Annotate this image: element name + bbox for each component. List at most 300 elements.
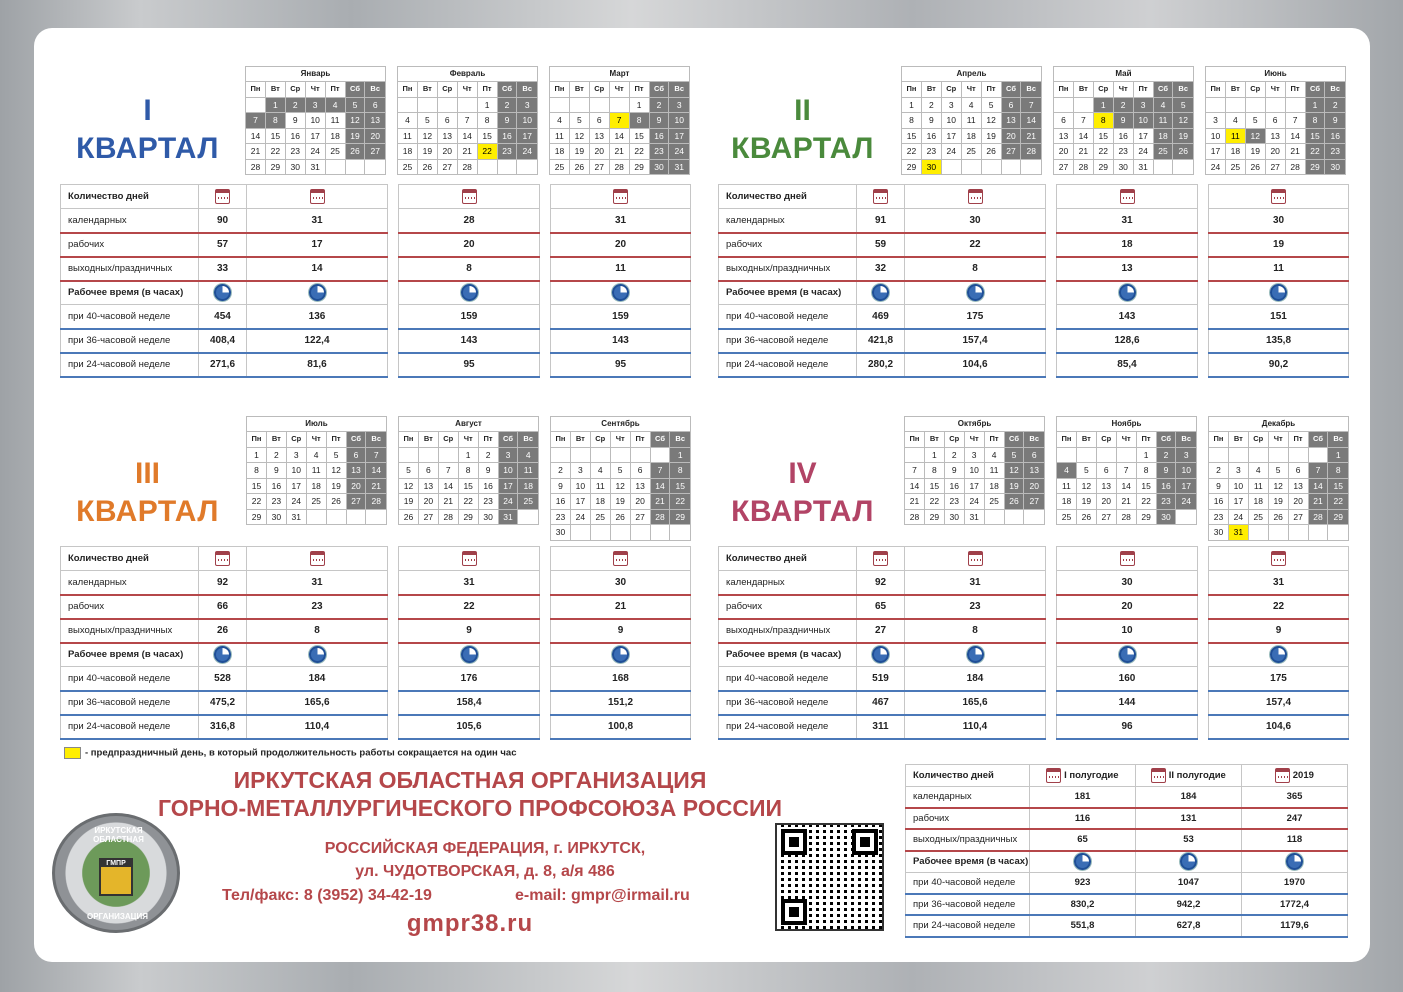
calendar-day[interactable]: 31 xyxy=(964,509,984,525)
calendar-day[interactable]: 25 xyxy=(518,494,539,510)
calendar-day[interactable]: 15 xyxy=(670,478,691,494)
calendar-day[interactable]: 10 xyxy=(286,463,306,479)
calendar-day[interactable]: 20 xyxy=(1001,128,1021,144)
calendar-day[interactable]: 29 xyxy=(458,509,478,525)
calendar-day[interactable]: 6 xyxy=(630,463,650,479)
calendar-day[interactable]: 12 xyxy=(1004,463,1024,479)
calendar-day[interactable]: 1 xyxy=(477,97,497,113)
calendar-day[interactable]: 9 xyxy=(497,113,517,129)
calendar-day[interactable]: 1 xyxy=(629,97,649,113)
calendar-day[interactable]: 16 xyxy=(1113,128,1133,144)
calendar-day[interactable]: 15 xyxy=(1305,128,1325,144)
calendar-day[interactable]: 4 xyxy=(1153,97,1173,113)
calendar-day[interactable]: 26 xyxy=(1004,494,1024,510)
calendar-day[interactable]: 24 xyxy=(669,144,690,160)
calendar-day[interactable]: 25 xyxy=(325,144,345,160)
calendar-day[interactable]: 9 xyxy=(266,463,286,479)
calendar-day[interactable]: 8 xyxy=(1093,113,1113,129)
calendar-day[interactable]: 17 xyxy=(498,478,518,494)
calendar-day[interactable]: 19 xyxy=(981,128,1001,144)
calendar-day[interactable]: 12 xyxy=(345,113,365,129)
calendar-day[interactable]: 1 xyxy=(1093,97,1113,113)
calendar-day[interactable]: 9 xyxy=(1113,113,1133,129)
calendar-day[interactable]: 11 xyxy=(550,128,570,144)
calendar-day[interactable]: 11 xyxy=(398,128,418,144)
calendar-day[interactable]: 3 xyxy=(498,447,518,463)
calendar-day[interactable]: 29 xyxy=(924,509,944,525)
calendar-day[interactable]: 3 xyxy=(1206,113,1226,129)
calendar-day[interactable]: 10 xyxy=(517,113,538,129)
calendar-day[interactable]: 6 xyxy=(589,113,609,129)
calendar-day[interactable]: 10 xyxy=(1228,478,1248,494)
calendar-day[interactable]: 1 xyxy=(670,447,691,463)
calendar-day[interactable]: 28 xyxy=(457,159,477,175)
calendar-day[interactable]: 22 xyxy=(477,144,497,160)
calendar-day[interactable]: 12 xyxy=(417,128,437,144)
calendar-day[interactable]: 10 xyxy=(941,113,961,129)
calendar-day[interactable]: 24 xyxy=(517,144,538,160)
calendar-day[interactable]: 18 xyxy=(984,478,1004,494)
calendar-day[interactable]: 5 xyxy=(326,447,346,463)
calendar-day[interactable]: 8 xyxy=(924,463,944,479)
calendar-day[interactable]: 1 xyxy=(924,447,944,463)
calendar-day[interactable]: 23 xyxy=(1156,494,1176,510)
calendar-day[interactable]: 11 xyxy=(325,113,345,129)
calendar-day[interactable]: 30 xyxy=(551,525,571,541)
calendar-day[interactable]: 5 xyxy=(417,113,437,129)
calendar-day[interactable]: 15 xyxy=(1328,478,1349,494)
calendar-day[interactable]: 12 xyxy=(1268,478,1288,494)
calendar-day[interactable]: 26 xyxy=(981,144,1001,160)
calendar-day[interactable]: 21 xyxy=(1021,128,1042,144)
calendar-day[interactable]: 6 xyxy=(346,447,366,463)
calendar-day[interactable]: 19 xyxy=(1076,494,1096,510)
calendar-day[interactable]: 16 xyxy=(1325,128,1346,144)
calendar-day[interactable]: 24 xyxy=(964,494,984,510)
calendar-day[interactable]: 20 xyxy=(1054,144,1074,160)
calendar-day[interactable]: 1 xyxy=(247,447,267,463)
calendar-day[interactable]: 5 xyxy=(1004,447,1024,463)
calendar-day[interactable]: 16 xyxy=(649,128,669,144)
calendar-day[interactable]: 20 xyxy=(1096,494,1116,510)
calendar-day[interactable]: 13 xyxy=(630,478,650,494)
calendar-day[interactable]: 3 xyxy=(570,463,590,479)
calendar-day[interactable]: 2 xyxy=(1113,97,1133,113)
calendar-day[interactable]: 13 xyxy=(1288,478,1308,494)
calendar-day[interactable]: 14 xyxy=(366,463,387,479)
calendar-day[interactable]: 11 xyxy=(1225,128,1245,144)
calendar-day[interactable]: 5 xyxy=(610,463,630,479)
calendar-day[interactable]: 2 xyxy=(921,97,941,113)
calendar-day[interactable]: 17 xyxy=(517,128,538,144)
calendar-day[interactable]: 2 xyxy=(1325,97,1346,113)
calendar-day[interactable]: 7 xyxy=(366,447,387,463)
calendar-day[interactable]: 19 xyxy=(1268,494,1288,510)
calendar-day[interactable]: 10 xyxy=(1176,463,1197,479)
calendar-day[interactable]: 9 xyxy=(921,113,941,129)
calendar-day[interactable]: 7 xyxy=(438,463,458,479)
calendar-day[interactable]: 21 xyxy=(457,144,477,160)
calendar-day[interactable]: 25 xyxy=(1057,509,1077,525)
calendar-day[interactable]: 21 xyxy=(905,494,925,510)
calendar-day[interactable]: 24 xyxy=(941,144,961,160)
calendar-day[interactable]: 25 xyxy=(550,159,570,175)
calendar-day[interactable]: 3 xyxy=(964,447,984,463)
calendar-day[interactable]: 24 xyxy=(286,494,306,510)
calendar-day[interactable]: 1 xyxy=(902,97,922,113)
calendar-day[interactable]: 17 xyxy=(305,128,325,144)
calendar-day[interactable]: 30 xyxy=(921,159,941,175)
calendar-day[interactable]: 10 xyxy=(964,463,984,479)
calendar-day[interactable]: 14 xyxy=(650,478,670,494)
calendar-day[interactable]: 27 xyxy=(437,159,457,175)
calendar-day[interactable]: 22 xyxy=(1305,144,1325,160)
calendar-day[interactable]: 26 xyxy=(1245,159,1265,175)
calendar-day[interactable]: 14 xyxy=(1308,478,1328,494)
calendar-day[interactable]: 27 xyxy=(1001,144,1021,160)
calendar-day[interactable]: 7 xyxy=(609,113,629,129)
calendar-day[interactable]: 4 xyxy=(518,447,539,463)
calendar-day[interactable]: 4 xyxy=(306,447,326,463)
calendar-day[interactable]: 11 xyxy=(518,463,539,479)
calendar-day[interactable]: 6 xyxy=(1288,463,1308,479)
calendar-day[interactable]: 22 xyxy=(1136,494,1156,510)
calendar-day[interactable]: 26 xyxy=(610,509,630,525)
calendar-day[interactable]: 21 xyxy=(1073,144,1093,160)
calendar-day[interactable]: 18 xyxy=(398,144,418,160)
calendar-day[interactable]: 26 xyxy=(1268,509,1288,525)
calendar-day[interactable]: 8 xyxy=(1305,113,1325,129)
calendar-day[interactable]: 23 xyxy=(551,509,571,525)
calendar-day[interactable]: 12 xyxy=(610,478,630,494)
calendar-day[interactable]: 19 xyxy=(345,128,365,144)
calendar-day[interactable]: 23 xyxy=(921,144,941,160)
calendar-day[interactable]: 23 xyxy=(266,494,286,510)
calendar-day[interactable]: 8 xyxy=(265,113,285,129)
calendar-day[interactable]: 7 xyxy=(905,463,925,479)
calendar-day[interactable]: 18 xyxy=(325,128,345,144)
calendar-day[interactable]: 12 xyxy=(399,478,419,494)
calendar-day[interactable]: 6 xyxy=(1054,113,1074,129)
calendar-day[interactable]: 29 xyxy=(1305,159,1325,175)
calendar-day[interactable]: 12 xyxy=(1173,113,1194,129)
calendar-day[interactable]: 12 xyxy=(326,463,346,479)
calendar-day[interactable]: 2 xyxy=(1209,463,1229,479)
calendar-day[interactable]: 28 xyxy=(246,159,266,175)
calendar-day[interactable]: 10 xyxy=(305,113,325,129)
calendar-day[interactable]: 27 xyxy=(1265,159,1285,175)
calendar-day[interactable]: 29 xyxy=(1093,159,1113,175)
calendar-day[interactable]: 30 xyxy=(285,159,305,175)
calendar-day[interactable]: 10 xyxy=(570,478,590,494)
calendar-day[interactable]: 20 xyxy=(589,144,609,160)
calendar-day[interactable]: 24 xyxy=(1176,494,1197,510)
calendar-day[interactable]: 3 xyxy=(286,447,306,463)
calendar-day[interactable]: 23 xyxy=(497,144,517,160)
calendar-day[interactable]: 5 xyxy=(569,113,589,129)
calendar-day[interactable]: 14 xyxy=(609,128,629,144)
calendar-day[interactable]: 31 xyxy=(1228,525,1248,541)
calendar-day[interactable]: 17 xyxy=(1206,144,1226,160)
calendar-day[interactable]: 27 xyxy=(346,494,366,510)
calendar-day[interactable]: 17 xyxy=(1176,478,1197,494)
calendar-day[interactable]: 17 xyxy=(1133,128,1153,144)
calendar-day[interactable]: 26 xyxy=(1076,509,1096,525)
calendar-day[interactable]: 16 xyxy=(944,478,964,494)
calendar-day[interactable]: 29 xyxy=(265,159,285,175)
calendar-day[interactable]: 21 xyxy=(1285,144,1305,160)
calendar-day[interactable]: 24 xyxy=(498,494,518,510)
calendar-day[interactable]: 20 xyxy=(437,144,457,160)
calendar-day[interactable]: 7 xyxy=(1073,113,1093,129)
calendar-day[interactable]: 15 xyxy=(477,128,497,144)
calendar-day[interactable]: 20 xyxy=(1265,144,1285,160)
calendar-day[interactable]: 16 xyxy=(1156,478,1176,494)
calendar-day[interactable]: 30 xyxy=(944,509,964,525)
calendar-day[interactable]: 29 xyxy=(1328,509,1349,525)
calendar-day[interactable]: 25 xyxy=(1153,144,1173,160)
calendar-day[interactable]: 31 xyxy=(669,159,690,175)
calendar-day[interactable]: 26 xyxy=(326,494,346,510)
calendar-day[interactable]: 15 xyxy=(1136,478,1156,494)
calendar-day[interactable]: 12 xyxy=(1245,128,1265,144)
calendar-day[interactable]: 20 xyxy=(1288,494,1308,510)
calendar-day[interactable]: 18 xyxy=(1153,128,1173,144)
calendar-day[interactable]: 1 xyxy=(1136,447,1156,463)
calendar-day[interactable]: 14 xyxy=(1073,128,1093,144)
calendar-day[interactable]: 8 xyxy=(629,113,649,129)
calendar-day[interactable]: 13 xyxy=(346,463,366,479)
calendar-day[interactable]: 5 xyxy=(345,97,365,113)
calendar-day[interactable]: 9 xyxy=(551,478,571,494)
calendar-day[interactable]: 14 xyxy=(1285,128,1305,144)
calendar-day[interactable]: 18 xyxy=(306,478,326,494)
calendar-day[interactable]: 22 xyxy=(458,494,478,510)
calendar-day[interactable]: 7 xyxy=(246,113,266,129)
calendar-day[interactable]: 3 xyxy=(669,97,690,113)
calendar-day[interactable]: 8 xyxy=(1328,463,1349,479)
calendar-day[interactable]: 4 xyxy=(1225,113,1245,129)
calendar-day[interactable]: 9 xyxy=(1156,463,1176,479)
calendar-day[interactable]: 27 xyxy=(1054,159,1074,175)
calendar-day[interactable]: 9 xyxy=(1209,478,1229,494)
calendar-day[interactable]: 4 xyxy=(590,463,610,479)
calendar-day[interactable]: 26 xyxy=(345,144,365,160)
calendar-day[interactable]: 8 xyxy=(458,463,478,479)
calendar-day[interactable]: 30 xyxy=(1325,159,1346,175)
calendar-day[interactable]: 11 xyxy=(1153,113,1173,129)
calendar-day[interactable]: 10 xyxy=(1206,128,1226,144)
calendar-day[interactable]: 28 xyxy=(1308,509,1328,525)
calendar-day[interactable]: 5 xyxy=(1268,463,1288,479)
calendar-day[interactable]: 18 xyxy=(1225,144,1245,160)
org-site[interactable]: gmpr38.ru xyxy=(406,910,534,937)
calendar-day[interactable]: 9 xyxy=(649,113,669,129)
calendar-day[interactable]: 30 xyxy=(649,159,669,175)
calendar-day[interactable]: 6 xyxy=(1024,447,1045,463)
calendar-day[interactable]: 1 xyxy=(1328,447,1349,463)
calendar-day[interactable]: 7 xyxy=(1285,113,1305,129)
calendar-day[interactable]: 8 xyxy=(902,113,922,129)
calendar-day[interactable]: 13 xyxy=(418,478,438,494)
calendar-day[interactable]: 7 xyxy=(1021,97,1042,113)
calendar-day[interactable]: 25 xyxy=(984,494,1004,510)
calendar-day[interactable]: 22 xyxy=(1328,494,1349,510)
calendar-day[interactable]: 5 xyxy=(399,463,419,479)
calendar-day[interactable]: 27 xyxy=(630,509,650,525)
calendar-day[interactable]: 23 xyxy=(1325,144,1346,160)
calendar-day[interactable]: 15 xyxy=(265,128,285,144)
calendar-day[interactable]: 27 xyxy=(365,144,386,160)
calendar-day[interactable]: 6 xyxy=(1001,97,1021,113)
calendar-day[interactable]: 21 xyxy=(650,494,670,510)
calendar-day[interactable]: 29 xyxy=(670,509,691,525)
calendar-day[interactable]: 19 xyxy=(1245,144,1265,160)
calendar-day[interactable]: 19 xyxy=(610,494,630,510)
calendar-day[interactable]: 28 xyxy=(438,509,458,525)
calendar-day[interactable]: 15 xyxy=(902,128,922,144)
calendar-day[interactable]: 19 xyxy=(326,478,346,494)
calendar-day[interactable]: 7 xyxy=(457,113,477,129)
calendar-day[interactable]: 17 xyxy=(570,494,590,510)
calendar-day[interactable]: 13 xyxy=(1265,128,1285,144)
calendar-day[interactable]: 2 xyxy=(497,97,517,113)
calendar-day[interactable]: 29 xyxy=(629,159,649,175)
calendar-day[interactable]: 18 xyxy=(550,144,570,160)
calendar-day[interactable]: 26 xyxy=(399,509,419,525)
calendar-day[interactable]: 7 xyxy=(1308,463,1328,479)
calendar-day[interactable]: 23 xyxy=(1209,509,1229,525)
calendar-day[interactable]: 18 xyxy=(518,478,539,494)
calendar-day[interactable]: 16 xyxy=(921,128,941,144)
calendar-day[interactable]: 20 xyxy=(346,478,366,494)
calendar-day[interactable]: 11 xyxy=(1057,478,1077,494)
calendar-day[interactable]: 4 xyxy=(398,113,418,129)
calendar-day[interactable]: 14 xyxy=(905,478,925,494)
calendar-day[interactable]: 17 xyxy=(964,478,984,494)
calendar-day[interactable]: 9 xyxy=(285,113,305,129)
calendar-day[interactable]: 27 xyxy=(1288,509,1308,525)
calendar-day[interactable]: 6 xyxy=(365,97,386,113)
calendar-day[interactable]: 17 xyxy=(1228,494,1248,510)
calendar-day[interactable]: 15 xyxy=(458,478,478,494)
calendar-day[interactable]: 21 xyxy=(438,494,458,510)
calendar-day[interactable]: 28 xyxy=(609,159,629,175)
calendar-day[interactable]: 24 xyxy=(1228,509,1248,525)
calendar-day[interactable]: 24 xyxy=(305,144,325,160)
calendar-day[interactable]: 18 xyxy=(1057,494,1077,510)
calendar-day[interactable]: 3 xyxy=(1228,463,1248,479)
calendar-day[interactable]: 2 xyxy=(285,97,305,113)
calendar-day[interactable]: 29 xyxy=(1136,509,1156,525)
calendar-day[interactable]: 13 xyxy=(1096,478,1116,494)
calendar-day[interactable]: 25 xyxy=(306,494,326,510)
calendar-day[interactable]: 21 xyxy=(366,478,387,494)
calendar-day[interactable]: 13 xyxy=(1024,463,1045,479)
calendar-day[interactable]: 3 xyxy=(517,97,538,113)
calendar-day[interactable]: 11 xyxy=(590,478,610,494)
calendar-day[interactable]: 28 xyxy=(1021,144,1042,160)
calendar-day[interactable]: 31 xyxy=(286,509,306,525)
calendar-day[interactable]: 27 xyxy=(1024,494,1045,510)
calendar-day[interactable]: 16 xyxy=(285,128,305,144)
calendar-day[interactable]: 29 xyxy=(247,509,267,525)
calendar-day[interactable]: 4 xyxy=(325,97,345,113)
calendar-day[interactable]: 16 xyxy=(497,128,517,144)
calendar-day[interactable]: 19 xyxy=(399,494,419,510)
calendar-day[interactable]: 12 xyxy=(569,128,589,144)
calendar-day[interactable]: 18 xyxy=(590,494,610,510)
calendar-day[interactable]: 28 xyxy=(366,494,387,510)
calendar-day[interactable]: 2 xyxy=(551,463,571,479)
calendar-day[interactable]: 30 xyxy=(478,509,498,525)
calendar-day[interactable]: 8 xyxy=(1136,463,1156,479)
calendar-day[interactable]: 23 xyxy=(649,144,669,160)
calendar-day[interactable]: 31 xyxy=(1133,159,1153,175)
calendar-day[interactable]: 25 xyxy=(398,159,418,175)
calendar-day[interactable]: 29 xyxy=(902,159,922,175)
calendar-day[interactable]: 27 xyxy=(1096,509,1116,525)
calendar-day[interactable]: 12 xyxy=(981,113,1001,129)
calendar-day[interactable]: 15 xyxy=(629,128,649,144)
calendar-day[interactable]: 21 xyxy=(609,144,629,160)
calendar-day[interactable]: 2 xyxy=(266,447,286,463)
calendar-day[interactable]: 27 xyxy=(418,509,438,525)
calendar-day[interactable]: 19 xyxy=(417,144,437,160)
calendar-day[interactable]: 28 xyxy=(650,509,670,525)
calendar-day[interactable]: 19 xyxy=(569,144,589,160)
calendar-day[interactable]: 20 xyxy=(418,494,438,510)
calendar-day[interactable]: 11 xyxy=(961,113,981,129)
calendar-day[interactable]: 10 xyxy=(498,463,518,479)
calendar-day[interactable]: 13 xyxy=(1001,113,1021,129)
calendar-day[interactable]: 23 xyxy=(478,494,498,510)
calendar-day[interactable]: 8 xyxy=(670,463,691,479)
calendar-day[interactable]: 25 xyxy=(1248,509,1268,525)
calendar-day[interactable]: 22 xyxy=(924,494,944,510)
calendar-day[interactable]: 2 xyxy=(1156,447,1176,463)
calendar-day[interactable]: 12 xyxy=(1076,478,1096,494)
calendar-day[interactable]: 6 xyxy=(437,113,457,129)
calendar-day[interactable]: 18 xyxy=(961,128,981,144)
calendar-day[interactable]: 24 xyxy=(570,509,590,525)
calendar-day[interactable]: 31 xyxy=(305,159,325,175)
calendar-day[interactable]: 31 xyxy=(498,509,518,525)
calendar-day[interactable]: 26 xyxy=(417,159,437,175)
calendar-day[interactable]: 17 xyxy=(669,128,690,144)
calendar-day[interactable]: 2 xyxy=(478,447,498,463)
calendar-day[interactable]: 25 xyxy=(590,509,610,525)
calendar-day[interactable]: 13 xyxy=(365,113,386,129)
calendar-day[interactable]: 15 xyxy=(924,478,944,494)
calendar-day[interactable]: 9 xyxy=(944,463,964,479)
calendar-day[interactable]: 1 xyxy=(458,447,478,463)
calendar-day[interactable]: 1 xyxy=(1305,97,1325,113)
calendar-day[interactable]: 11 xyxy=(984,463,1004,479)
calendar-day[interactable]: 15 xyxy=(1093,128,1113,144)
calendar-day[interactable]: 20 xyxy=(365,128,386,144)
calendar-day[interactable]: 9 xyxy=(1325,113,1346,129)
calendar-day[interactable]: 14 xyxy=(246,128,266,144)
calendar-day[interactable]: 27 xyxy=(589,159,609,175)
calendar-day[interactable]: 30 xyxy=(266,509,286,525)
calendar-day[interactable]: 4 xyxy=(1057,463,1077,479)
calendar-day[interactable]: 16 xyxy=(478,478,498,494)
calendar-day[interactable]: 4 xyxy=(961,97,981,113)
calendar-day[interactable]: 3 xyxy=(305,97,325,113)
calendar-day[interactable]: 21 xyxy=(1308,494,1328,510)
calendar-day[interactable]: 3 xyxy=(1133,97,1153,113)
